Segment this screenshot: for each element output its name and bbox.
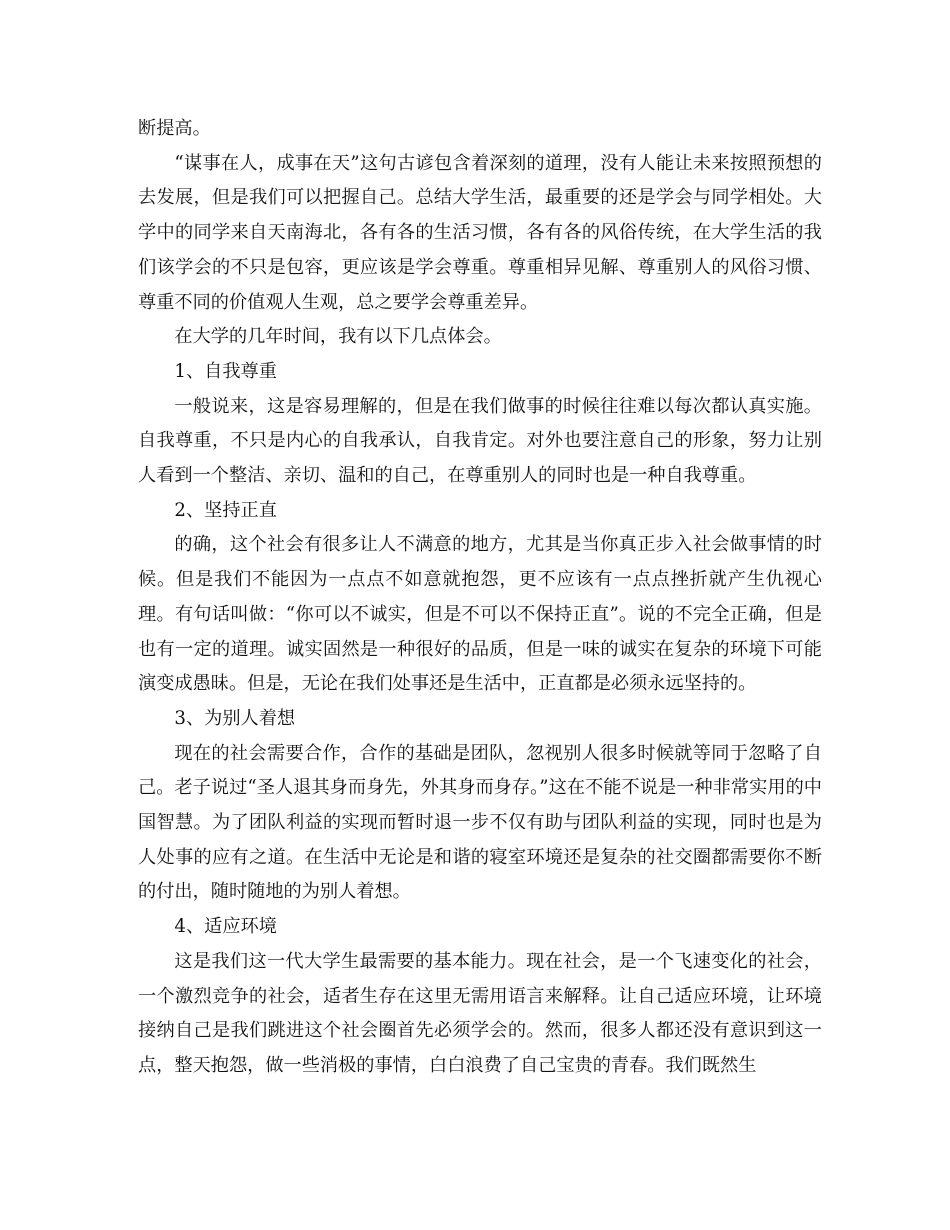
document-body: [138, 112, 822, 1084]
section-heading-consider-others: 3、为别人着想: [174, 707, 296, 729]
paragraph-self-respect: 一般说来，这是容易理解的，但是在我们做事的时候往往难以每次都认真实施。自我尊重，不只是内心的自我承认，自我肯定。对外也要注意自己的形象，努力让别人看到一个整洁、亲切、温和的自己，在尊重别人的同时也是一种自我尊重。: [138, 395, 822, 487]
paragraph-consider-others: 现在的社会需要合作，合作的基础是团队，忽视别人很多时候就等同于忽略了自己。老子说过“圣人退其身而身先，外其身而身存。”这在不能不说是一种非常实用的中国智慧。为了团队利益的实现而暂时退一步不仅有助与团队利益的实现，同时也是为人处事的应有之道。在生活中无论是和谐的寝室环境还是复杂的社交圈都需要你不断的付出，随时随地的为别人着想。: [138, 742, 822, 903]
paragraph-integrity: 的确，这个社会有很多让人不满意的地方，尤其是当你真正步入社会做事情的时候。但是我们不能因为一点点不如意就抱怨，更不应该有一点点挫折就产生仇视心理。有句话叫做：“你可以不诚实，但是不可以不保持正直”。说的不完全正确，但是也有一定的道理。诚实固然是一种很好的品质，但是一味的诚实在复杂的环境下可能演变成愚昧。但是，无论在我们处事还是生活中，正直都是必须永远坚持的。: [138, 534, 822, 695]
paragraph-continuation: 断提高。: [138, 118, 211, 139]
paragraph-proverb: “谋事在人，成事在天”这句古谚包含着深刻的道理，没有人能让未来按照预想的去发展，但是我们可以把握自己。总结大学生活，最重要的还是学会与同学相处。大学中的同学来自天南海北，各有各的生活习惯，各有各的风俗传统，在大学生活的我们该学会的不只是包容，更应该是学会尊重。尊重相异见解、尊重别人的风俗习惯、尊重不同的价值观人生观，总之要学会尊重差异。: [138, 152, 822, 313]
section-heading-integrity: 2、坚持正直: [174, 499, 277, 521]
paragraph-adapt: 这是我们这一代大学生最需要的基本能力。现在社会，是一个飞速变化的社会，一个激烈竞争的社会，适者生存在这里无需用语言来解释。让自己适应环境，让环境接纳自己是我们跳进这个社会圈首先必须学会的。然而，很多人都还没有意识到这一点，整天抱怨，做一些消极的事情，白白浪费了自己宝贵的青春。我们既然生: [138, 950, 822, 1076]
section-heading-adapt: 4、适应环境: [174, 916, 277, 938]
paragraph-intro: 在大学的几年时间，我有以下几点体会。: [174, 326, 502, 348]
section-heading-self-respect: 1、自我尊重: [174, 360, 277, 382]
